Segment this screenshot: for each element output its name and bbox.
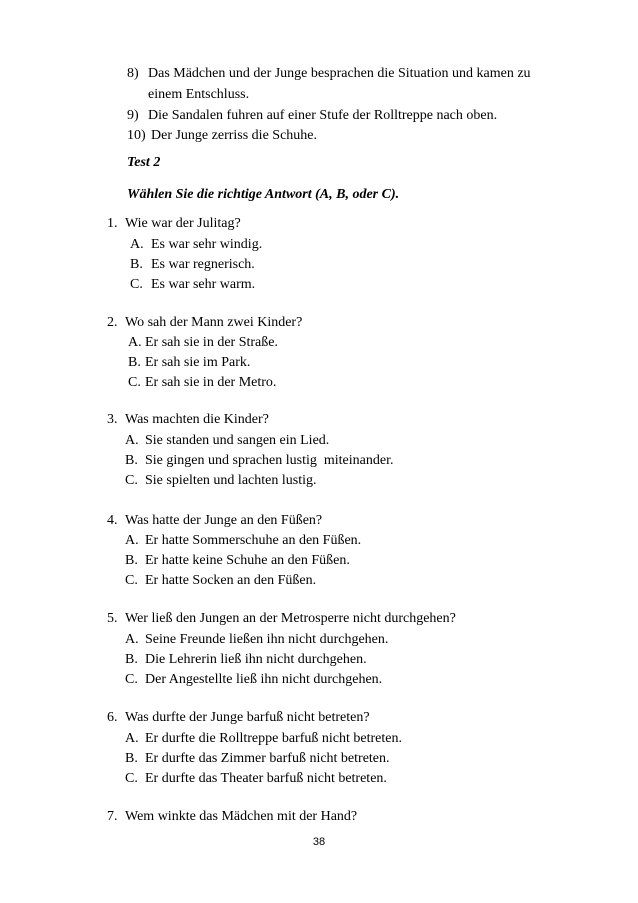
- option-letter: B.: [125, 751, 138, 766]
- option-letter: C.: [125, 672, 138, 687]
- option-text: Es war sehr warm.: [151, 277, 256, 292]
- option-text: Er sah sie im Park.: [145, 355, 251, 370]
- option-letter: C.: [125, 771, 138, 786]
- option-letter: B.: [130, 257, 143, 272]
- question-text: Was hatte der Junge an den Füßen?: [125, 513, 323, 528]
- option-text: Er hatte keine Schuhe an den Füßen.: [145, 553, 350, 568]
- option-letter: C.: [130, 277, 143, 292]
- option-letter: C.: [128, 375, 141, 390]
- question-number: 4.: [107, 513, 118, 528]
- question-number: 1.: [107, 216, 118, 231]
- item-number: 9): [127, 108, 139, 123]
- test-title: Test 2: [127, 155, 161, 170]
- question-text: Wem winkte das Mädchen mit der Hand?: [125, 809, 358, 824]
- question-number: 5.: [107, 611, 118, 626]
- option-text: Er durfte das Theater barfuß nicht betreten.: [145, 771, 387, 786]
- option-letter: B.: [125, 453, 138, 468]
- option-text: Er hatte Sommerschuhe an den Füßen.: [145, 533, 362, 548]
- option-text: Sie standen und sangen ein Lied.: [145, 433, 330, 448]
- option-letter: A.: [125, 731, 139, 746]
- option-letter: A.: [125, 632, 139, 647]
- option-text: Es war sehr windig.: [151, 237, 263, 252]
- option-letter: C.: [125, 573, 138, 588]
- option-text: Sie spielten und lachten lustig.: [145, 473, 317, 488]
- option-letter: B.: [125, 652, 138, 667]
- question-text: Was machten die Kinder?: [125, 412, 269, 427]
- question-number: 6.: [107, 710, 118, 725]
- question-text: Wie war der Julitag?: [125, 216, 241, 231]
- item-text: Das Mädchen und der Junge besprachen die Situation und kamen zu: [148, 66, 531, 81]
- option-text: Die Lehrerin ließ ihn nicht durchgehen.: [145, 652, 367, 667]
- item-number: 8): [127, 66, 139, 81]
- option-text: Er sah sie in der Straße.: [145, 335, 278, 350]
- option-letter: B.: [128, 355, 141, 370]
- option-text: Er sah sie in der Metro.: [145, 375, 277, 390]
- option-text: Seine Freunde ließen ihn nicht durchgehen.: [145, 632, 389, 647]
- option-text: Es war regnerisch.: [151, 257, 255, 272]
- item-text: einem Entschluss.: [148, 87, 250, 102]
- item-text: Der Junge zerriss die Schuhe.: [151, 128, 318, 143]
- question-number: 3.: [107, 412, 118, 427]
- option-letter: A.: [128, 335, 142, 350]
- question-text: Was durfte der Junge barfuß nicht betreten?: [125, 710, 370, 725]
- option-letter: A.: [125, 433, 139, 448]
- question-text: Wo sah der Mann zwei Kinder?: [125, 315, 303, 330]
- page-number: 38: [312, 836, 326, 848]
- option-letter: A.: [130, 237, 144, 252]
- option-letter: B.: [125, 553, 138, 568]
- option-text: Er durfte das Zimmer barfuß nicht betreten.: [145, 751, 390, 766]
- question-number: 7.: [107, 809, 118, 824]
- item-number: 10): [127, 128, 146, 143]
- option-text: Der Angestellte ließ ihn nicht durchgehen.: [145, 672, 383, 687]
- option-text: Er hatte Socken an den Füßen.: [145, 573, 317, 588]
- option-letter: C.: [125, 473, 138, 488]
- question-number: 2.: [107, 315, 118, 330]
- option-letter: A.: [125, 533, 139, 548]
- option-text: Er durfte die Rolltreppe barfuß nicht betreten.: [145, 731, 402, 746]
- item-text: Die Sandalen fuhren auf einer Stufe der Rolltreppe nach oben.: [148, 108, 498, 123]
- option-text: Sie gingen und sprachen lustig miteinander.: [145, 453, 394, 468]
- question-text: Wer ließ den Jungen an der Metrosperre nicht durchgehen?: [125, 611, 456, 626]
- instruction: Wählen Sie die richtige Antwort (A, B, oder C).: [127, 187, 400, 202]
